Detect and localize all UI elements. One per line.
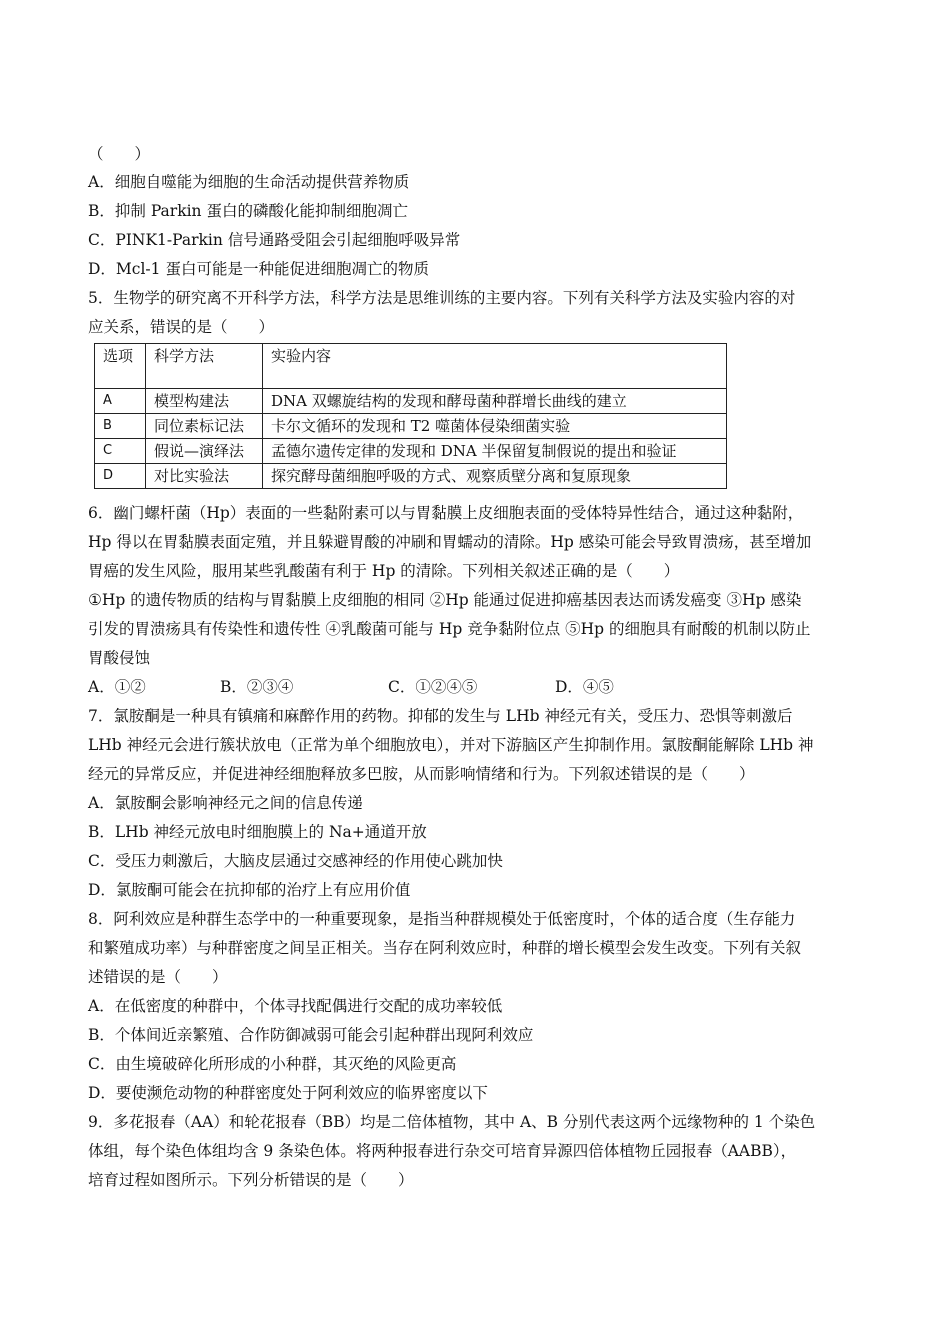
q9-line2: 体组，每个染色体组均含 9 条染色体。将两种报春进行杂交可培育异源四倍体植物丘园报春（AABB）， <box>88 1142 797 1160</box>
q6-line6: 胃酸侵蚀 <box>88 649 151 667</box>
row-a-content: DNA 双螺旋结构的发现和酵母菌种群增长曲线的建立 <box>263 389 727 414</box>
row-b-content: 卡尔文循环的发现和 T2 噬菌体侵染细菌实验 <box>263 414 727 439</box>
table-header-row <box>95 344 727 389</box>
q6-line1: 6．幽门螺杆菌（Hp）表面的一些黏附素可以与胃黏膜上皮细胞表面的受体特异性结合，通过这种黏附， <box>88 504 804 522</box>
q8-option-c: C．由生境破碎化所形成的小种群，其灭绝的风险更高 <box>88 1055 457 1073</box>
row-d-option: D <box>95 464 146 489</box>
q8-option-d: D．要使濒危动物的种群密度处于阿利效应的临界密度以下 <box>88 1084 488 1102</box>
table-row <box>95 414 727 439</box>
table-row <box>95 389 727 414</box>
row-d-content: 探究酵母菌细胞呼吸的方式、观察质壁分离和复原现象 <box>263 464 727 489</box>
q6-option-d: D．④⑤ <box>555 678 614 696</box>
table-row <box>95 439 727 464</box>
q9-line3: 培育过程如图所示。下列分析错误的是（ ） <box>88 1171 414 1189</box>
q5-stem-line2: 应关系，错误的是（ ） <box>88 318 275 336</box>
header-option: 选项 <box>95 344 146 389</box>
header-method: 科学方法 <box>146 344 263 389</box>
row-a-option: A <box>95 389 146 414</box>
q4-option-b: B．抑制 Parkin 蛋白的磷酸化能抑制细胞凋亡 <box>88 202 408 220</box>
q7-line2: LHb 神经元会进行簇状放电（正常为单个细胞放电），并对下游脑区产生抑制作用。氯胺酮能解除 LHb 神 <box>88 736 814 754</box>
table-row <box>95 464 727 489</box>
q7-option-d: D．氯胺酮可能会在抗抑郁的治疗上有应用价值 <box>88 881 411 899</box>
q9-line1: 9．多花报春（AA）和轮花报春（BB）均是二倍体植物，其中 A、B 分别代表这两个远缘物种的 1 个染色 <box>88 1113 816 1131</box>
q6-option-b: B．②③④ <box>220 678 294 696</box>
q6-line2: Hp 得以在胃黏膜表面定殖，并且躲避胃酸的冲刷和胃蠕动的清除。Hp 感染可能会导致胃溃疡，甚至增加 <box>88 533 812 551</box>
row-b-option: B <box>95 414 146 439</box>
q6-option-c: C．①②④⑤ <box>388 678 478 696</box>
row-c-method: 假说—演绎法 <box>146 439 263 464</box>
q5-table <box>94 343 727 489</box>
q6-line5: 引发的胃溃疡具有传染性和遗传性 ④乳酸菌可能与 Hp 竞争黏附位点 ⑤Hp 的细胞具有耐酸的机制以防止 <box>88 620 811 638</box>
q6-line3: 胃癌的发生风险，服用某些乳酸菌有利于 Hp 的清除。下列相关叙述正确的是（ ） <box>88 562 680 580</box>
q6-option-a: A．①② <box>88 678 146 696</box>
row-c-option: C <box>95 439 146 464</box>
q4-option-a: A．细胞自噬能为细胞的生命活动提供营养物质 <box>88 173 410 191</box>
q4-bracket: （ ） <box>88 145 151 163</box>
q8-line1: 8．阿利效应是种群生态学中的一种重要现象，是指当种群规模处于低密度时，个体的适合度（生存能力 <box>88 910 796 928</box>
row-d-method: 对比实验法 <box>146 464 263 489</box>
q8-option-b: B．个体间近亲繁殖、合作防御减弱可能会引起种群出现阿利效应 <box>88 1026 534 1044</box>
q7-option-c: C．受压力刺激后，大脑皮层通过交感神经的作用使心跳加快 <box>88 852 503 870</box>
q8-option-a: A．在低密度的种群中，个体寻找配偶进行交配的成功率较低 <box>88 997 503 1015</box>
header-content: 实验内容 <box>263 344 727 389</box>
q7-line3: 经元的异常反应，并促进神经细胞释放多巴胺，从而影响情绪和行为。下列叙述错误的是（ ） <box>88 765 755 783</box>
row-c-content: 孟德尔遗传定律的发现和 DNA 半保留复制假说的提出和验证 <box>263 439 727 464</box>
q8-line2: 和繁殖成功率）与种群密度之间呈正相关。当存在阿利效应时，种群的增长模型会发生改变。下列有关叙 <box>88 939 802 957</box>
q7-option-a: A．氯胺酮会影响神经元之间的信息传递 <box>88 794 363 812</box>
q7-line1: 7．氯胺酮是一种具有镇痛和麻醉作用的药物。抑郁的发生与 LHb 神经元有关，受压力、恐惧等刺激后 <box>88 707 793 725</box>
q6-line4: ①Hp 的遗传物质的结构与胃黏膜上皮细胞的相同 ②Hp 能通过促进抑癌基因表达而诱发癌变 ③Hp 感染 <box>88 591 802 609</box>
row-b-method: 同位素标记法 <box>146 414 263 439</box>
row-a-method: 模型构建法 <box>146 389 263 414</box>
q5-stem-line1: 5．生物学的研究离不开科学方法，科学方法是思维训练的主要内容。下列有关科学方法及实验内容的对 <box>88 289 796 307</box>
q4-option-d: D．Mcl-1 蛋白可能是一种能促进细胞凋亡的物质 <box>88 260 429 278</box>
q8-line3: 述错误的是（ ） <box>88 968 228 986</box>
q4-option-c: C．PINK1-Parkin 信号通路受阻会引起细胞呼吸异常 <box>88 231 461 249</box>
q7-option-b: B．LHb 神经元放电时细胞膜上的 Na+通道开放 <box>88 823 427 841</box>
